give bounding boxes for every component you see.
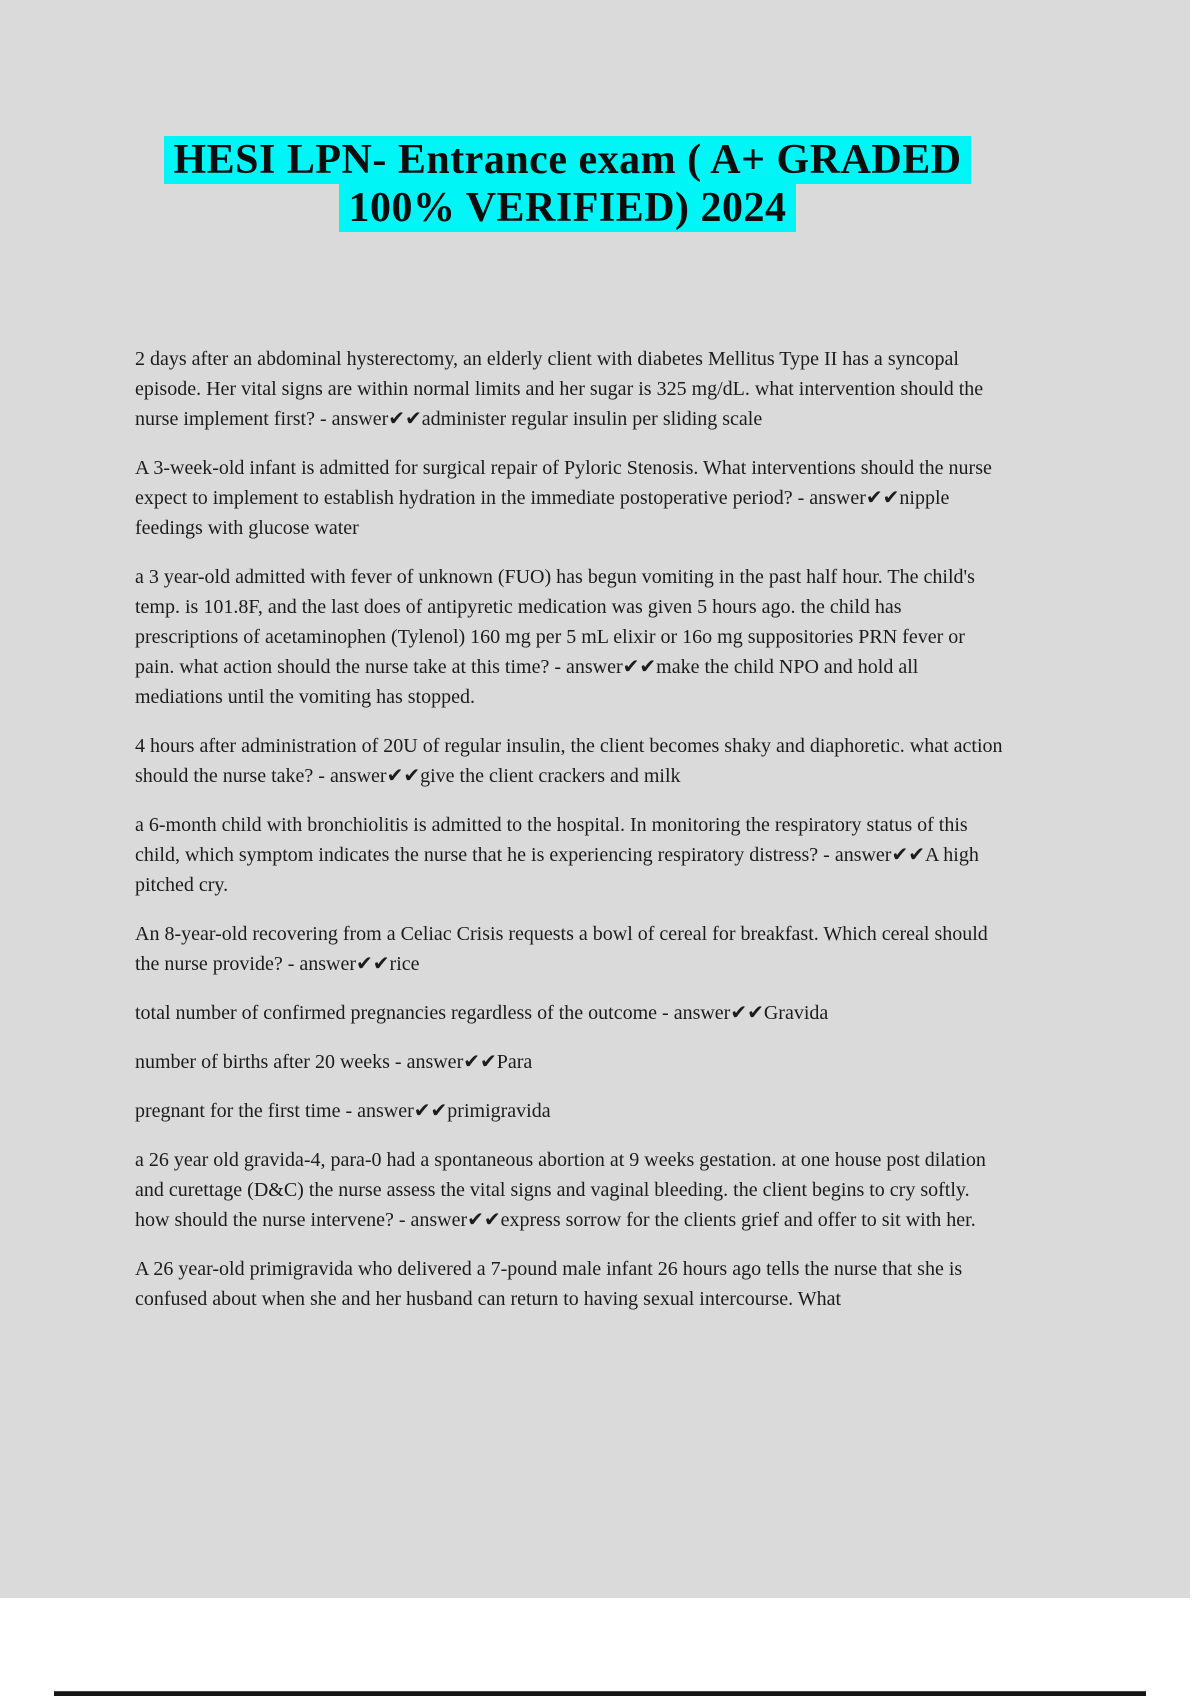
qa-paragraph: An 8-year-old recovering from a Celiac Crisis requests a bowl of cereal for breakfast. Which cereal should the nurse provide? - answer✔✔rice [135,923,988,975]
title-line-2-text: 100% VERIFIED) 2024 [339,184,795,232]
document-title [135,0,1000,232]
qa-paragraph: A 26 year-old primigravida who delivered a 7-pound male infant 26 hours ago tells the nurse that she is confused about when she and her husband can return to having sexual intercourse. What [135,1258,963,1310]
qa-paragraph: a 26 year old gravida-4, para-0 had a spontaneous abortion at 9 weeks gestation. at one house post dilation and curettage (D&C) the nurse assess the vital signs and vaginal bleeding. the client begins to cry softly. how should the nurse intervene? - answer✔✔express sorrow for the clients grief and offer to sit with her. [135,1149,986,1231]
title-line-1 [135,136,1000,184]
qa-content [135,344,1003,1314]
qa-paragraph: pregnant for the first time - answer✔✔primigravida [135,1100,551,1122]
qa-paragraph: a 6-month child with bronchiolitis is admitted to the hospital. In monitoring the respiratory status of this child, which symptom indicates the nurse that he is experiencing respiratory distress? - answer✔✔A high pitched cry. [135,814,979,896]
qa-paragraph: 4 hours after administration of 20U of regular insulin, the client becomes shaky and diaphoretic. what action should the nurse take? - answer✔✔give the client crackers and milk [135,735,1003,787]
qa-paragraph: 2 days after an abdominal hysterectomy, an elderly client with diabetes Mellitus Type II has a syncopal episode. Her vital signs are within normal limits and her sugar is 325 mg/dL. what intervention should the nurse implement first? - answer✔✔administer regular insulin per sliding scale [135,348,984,430]
qa-paragraph: number of births after 20 weeks - answer✔✔Para [135,1051,533,1073]
qa-paragraph: A 3-week-old infant is admitted for surgical repair of Pyloric Stenosis. What interventions should the nurse expect to implement to establish hydration in the immediate postoperative period? - answer✔✔nipple feedings with glucose water [135,457,992,539]
qa-paragraph: a 3 year-old admitted with fever of unknown (FUO) has begun vomiting in the past half hour. The child's temp. is 101.8F, and the last does of antipyretic medication was given 5 hours ago. the child has prescriptions of acetaminophen (Tylenol) 160 mg per 5 mL elixir or 16o mg suppositories PRN fever or pain. what action should the nurse take at this time? - answer✔✔make the child NPO and hold all mediations until the vomiting has stopped. [135,566,975,708]
qa-paragraph: total number of confirmed pregnancies regardless of the outcome - answer✔✔Gravida [135,1002,829,1024]
title-line-2 [135,184,1000,232]
bottom-rule [54,1691,1146,1696]
title-line-1-text: HESI LPN- Entrance exam ( A+ GRADED [164,136,970,184]
